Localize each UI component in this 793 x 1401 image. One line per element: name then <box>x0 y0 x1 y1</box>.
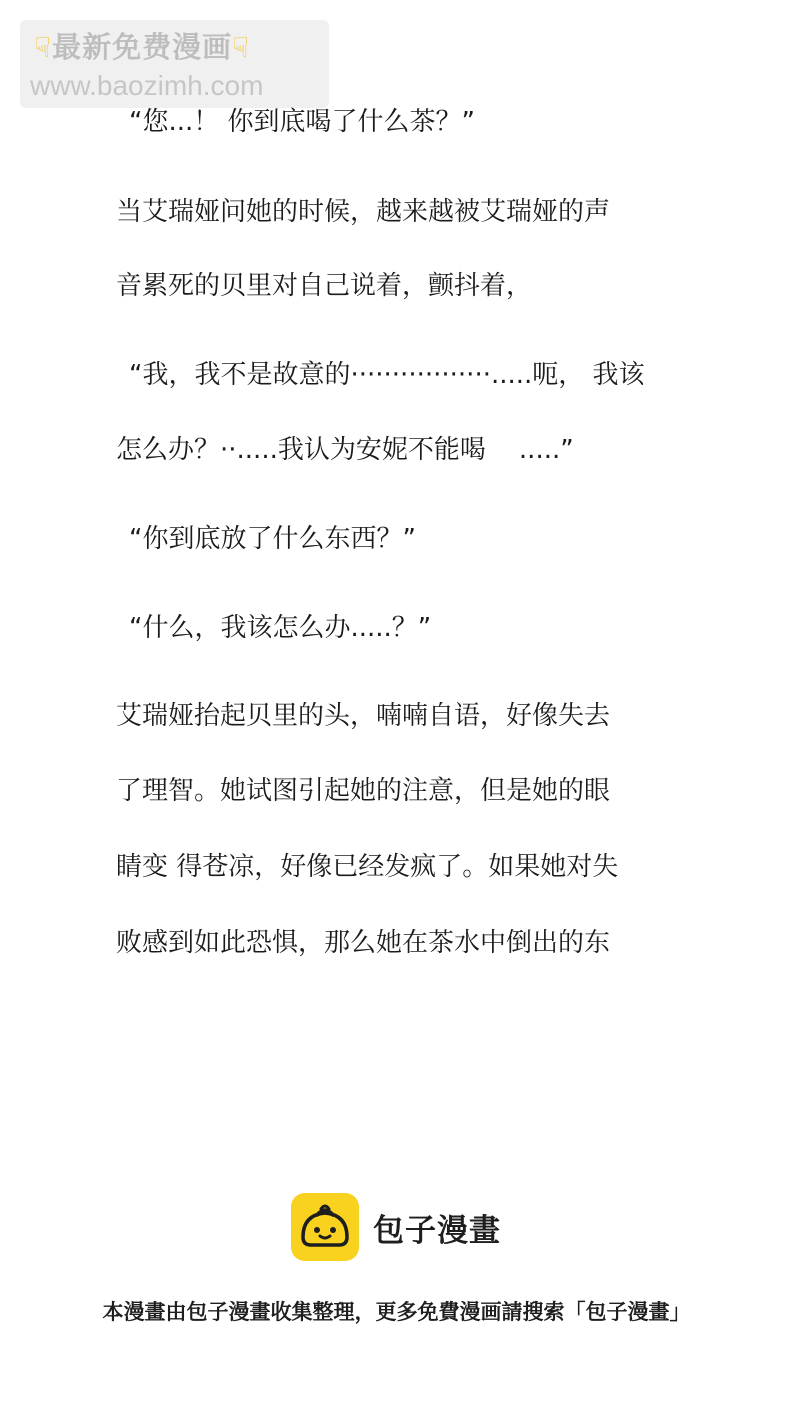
story-line: “你到底放了什么东西？” <box>129 524 416 554</box>
story-line: 音累死的贝里对自己说着，颤抖着， <box>116 271 533 301</box>
story-line: 了理智。她试图引起她的注意，但是她的眼 <box>116 776 611 806</box>
brand-name: 包子漫畫 <box>373 1212 501 1249</box>
footer-note: 本漫畫由包子漫畫收集整理，更多免費漫画請搜索「包子漫畫」 <box>102 1300 691 1324</box>
story-line: 当艾瑞娅问她的时候，越来越被艾瑞娅的声 <box>116 197 611 227</box>
baozi-bun-logo-icon <box>291 1193 359 1261</box>
watermark-url: www.baozimh.com <box>30 70 264 101</box>
watermark-title-row <box>34 30 250 65</box>
watermark-title: 最新免费漫画 <box>52 30 233 64</box>
pointing-down-hand-icon: ☟ <box>34 31 53 64</box>
story-line: “您...！ 你到底喝了什么茶？” <box>129 107 475 137</box>
story-line: 败感到如此恐惧，那么她在茶水中倒出的东 <box>116 928 611 958</box>
pointing-down-hand-icon: ☟ <box>232 31 251 64</box>
story-line: 睛变 得苍凉，好像已经发疯了。如果她对失 <box>116 852 619 882</box>
story-line: 艾瑞娅抬起贝里的头，喃喃自语，好像失去 <box>116 701 611 731</box>
story-line: 怎么办？··.....我认为安妮不能喝 .....” <box>116 435 574 465</box>
watermark <box>20 20 329 108</box>
story-line: “什么，我该怎么办.....？” <box>129 613 432 643</box>
story-line: “我，我不是故意的·················.....呃， 我该 <box>129 360 645 390</box>
brand <box>291 1192 501 1262</box>
